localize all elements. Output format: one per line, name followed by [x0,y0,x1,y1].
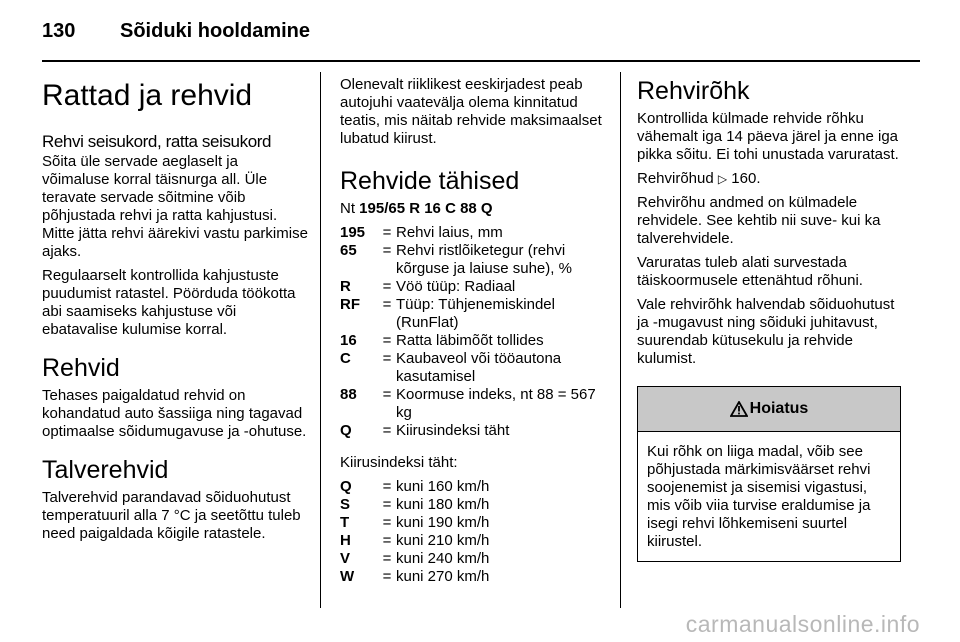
designation-heading: Rehvide tähised [340,167,520,195]
pressure-paragraph-3: Rehvirõhu andmed on külmadele rehvidele. See kehtib nii suve- kui ka talverehvidele. [637,194,881,247]
code-item-key: Q [340,422,352,439]
winter-tyres-heading: Talverehvid [42,456,169,484]
section-title: Sõiduki hooldamine [120,20,311,42]
speed-item-description: kuni 180 km/h [396,496,490,513]
column-1 [42,72,308,549]
code-item-description: Rehvi ristlõiketegur (rehvi kõrguse ja laiuse suhe), % [396,242,572,277]
page-reference-icon: ▷ [717,172,728,186]
speed-item-key: H [340,532,351,549]
page-heading: Rattad ja rehvid [42,79,253,112]
speed-item-key: V [340,550,351,567]
speed-notice-paragraph: Olenevalt riiklikest eeskirjadest peab autojuhi vaatevälja olema kinnitatud teatis, mis näitab rehvide maksimaalset lubatud kiirust. [340,76,602,147]
code-item-key: RF [340,296,360,313]
code-item-equals: = [382,224,392,241]
speed-item-equals: = [382,514,392,531]
page-number: 130 [42,20,76,42]
code-item-key: 195 [340,224,366,241]
code-item-equals: = [382,422,392,439]
tyres-paragraph: Tehases paigaldatud rehvid on kohandatud auto šassiiga ning tagavad optimaalse sõidumugavuse ja -ohutuse. [42,387,307,440]
code-item-key: 88 [340,386,357,403]
speed-item-description: kuni 210 km/h [396,532,490,549]
speed-item-key: T [340,514,350,531]
code-item-equals: = [382,242,392,259]
warning-header [638,387,900,432]
condition-paragraph-2: Regulaarselt kontrollida kahjustuste puudumist ratastel. Pöörduda töökotta abi saamiseks kahjustuse või ebatavalise kulumise korral. [42,267,296,338]
pressure-paragraph-4: Varuratas tuleb alati survestada täiskoormusele ettenähtud rõhuni. [637,254,863,289]
code-item-description: Kiirusindeksi täht [396,422,510,439]
column-divider-1 [320,72,321,608]
speed-item-equals: = [382,478,392,495]
speed-item-description: kuni 160 km/h [396,478,490,495]
code-item-description: Rehvi laius, mm [396,224,503,241]
code-item-key: 65 [340,242,357,259]
code-item-description: Kaubaveol või tööautona kasutamisel [396,350,562,385]
tyres-heading: Rehvid [42,354,120,382]
winter-tyres-paragraph: Talverehvid parandavad sõiduohutust temperatuuril alla 7 °C ja seetõttu tuleb need paigaldada kõigile ratastele. [42,489,301,542]
code-item-equals: = [382,332,392,349]
code-item-equals: = [382,296,392,313]
column-divider-2 [620,72,621,608]
code-item-description: Tüüp: Tühjenemiskindel (RunFlat) [396,296,555,331]
speed-index-label: Kiirusindeksi täht: [340,454,458,471]
pressure-paragraph-5: Vale rehvirõhk halvendab sõiduohutust ja -mugavust ning sõiduki juhitavust, suurendab kütusekulu ja rehvide kulumist. [637,296,895,367]
column-2 [340,76,608,586]
watermark: carmanualsonline.info [685,611,920,637]
speed-item-equals: = [382,532,392,549]
speed-item-key: Q [340,478,352,495]
code-item-description: Koormuse indeks, nt 88 = 567 kg [396,386,596,421]
speed-item-description: kuni 240 km/h [396,550,490,567]
code-item-description: Vöö tüüp: Radiaal [396,278,516,295]
example-line: Nt 195/65 R 16 C 88 Q [340,200,493,217]
condition-paragraph-1: Sõita üle servade aeglaselt ja võimaluse korral täisnurga all. Üle teravate servade sõitmine võib põhjustada rehvi ja ratta kahjustusi. Mitte jätta rehvi äärekivi vastu parkimise ajaks. [42,153,308,260]
speed-item-description: kuni 270 km/h [396,568,490,585]
page-reference-link[interactable]: 160. [731,170,761,187]
speed-item-equals: = [382,568,392,585]
code-item-key: 16 [340,332,357,349]
code-item-equals: = [382,278,392,295]
header-rule [42,60,920,62]
pressure-paragraph-1: Kontrollida külmade rehvide rõhku vähemalt iga 14 päeva järel ja enne iga pikka sõitu. Ei tohi unustada varuratast. [637,110,899,163]
warning-title: Hoiatus [749,400,809,417]
speed-item-equals: = [382,496,392,513]
code-item-key: C [340,350,351,367]
speed-item-key: W [340,568,355,585]
code-item-equals: = [382,350,392,367]
tyre-pressure-heading: Rehvirõhk [637,77,750,105]
code-item-equals: = [382,386,392,403]
code-item-description: Ratta läbimõõt tollides [396,332,544,349]
speed-item-key: S [340,496,351,513]
warning-triangle-icon [730,401,748,417]
condition-heading: Rehvi seisukord, ratta seisukord [42,132,272,151]
code-item-key: R [340,278,351,295]
column-3 [637,76,905,374]
warning-text: Kui rõhk on liiga madal, võib see põhjustada märkimisväärset rehvi soojenemist ja sisemisi vigastusi, mis võib viia turvise eraldumise ja isegi rehvi lõhkemiseni suurtel kiirustel. [647,443,871,550]
speed-item-description: kuni 190 km/h [396,514,490,531]
warning-box [637,386,901,562]
speed-item-equals: = [382,550,392,567]
code-list [340,224,608,440]
pressure-paragraph-2: Rehvirõhud ▷ 160. [637,170,761,187]
speed-index-list [340,478,608,586]
